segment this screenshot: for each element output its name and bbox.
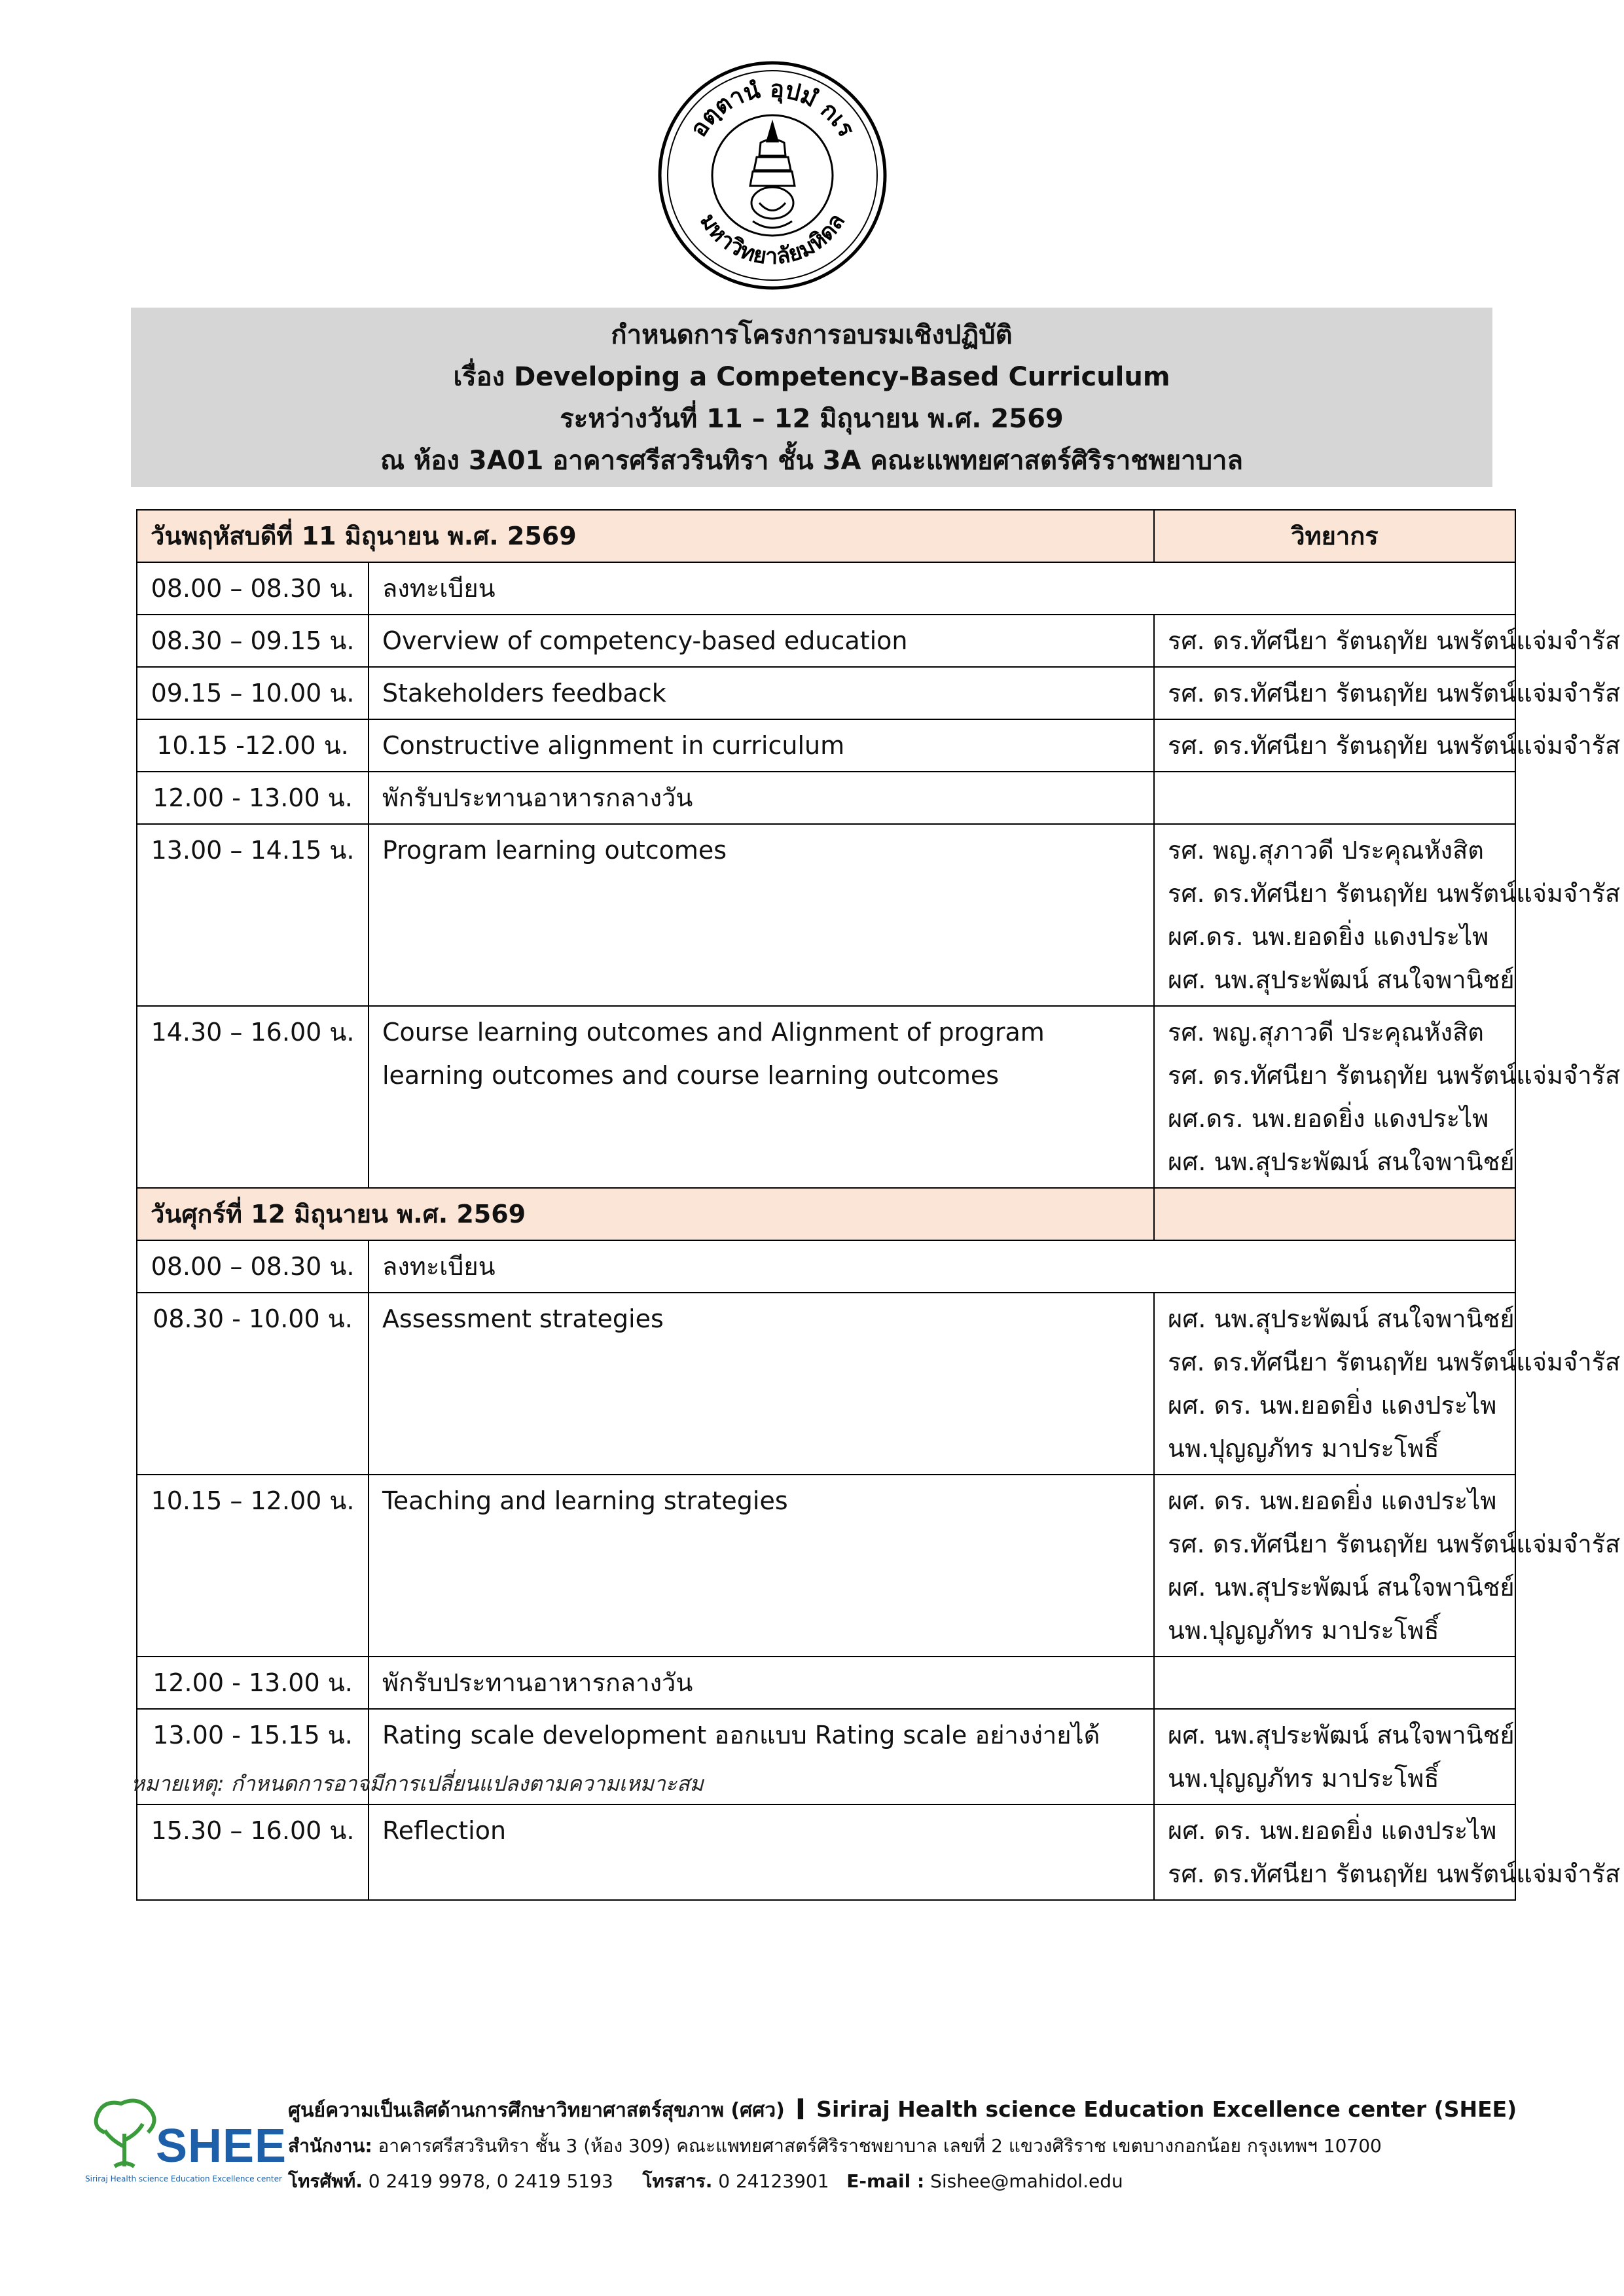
session-topic: Teaching and learning strategies	[369, 1475, 1154, 1657]
session-time: 08.00 – 08.30 น.	[137, 562, 369, 615]
session-time: 09.15 – 10.00 น.	[137, 667, 369, 719]
session-topic: Program learning outcomes	[369, 824, 1154, 1006]
schedule-table	[136, 509, 1621, 1901]
speaker-name: นพ.ปุญญภัทร มาประโพธิ์	[1168, 1434, 1439, 1463]
title-line-3: ระหว่างวันที่ 11 – 12 มิถุนายน พ.ศ. 2569	[560, 404, 1064, 434]
logo-tagline: Siriraj Health science Education Excellence center	[85, 2174, 282, 2183]
speaker-name: รศ. ดร.ทัศนียา รัตนฤทัย นพรัตน์แจ่มจำรัส	[1168, 626, 1621, 655]
session-topic: Rating scale development ออกแบบ Rating scale อย่างง่ายได้	[369, 1709, 1154, 1804]
seal-top-text: อตฺตานํ อุปมํ กเร	[685, 75, 860, 142]
session-time: 14.30 – 16.00 น.	[137, 1006, 369, 1188]
speaker-name: ผศ. ดร. นพ.ยอดยิ่ง แดงประไพ	[1168, 1816, 1497, 1845]
speaker-name: ผศ. ดร. นพ.ยอดยิ่ง แดงประไพ	[1168, 1486, 1497, 1515]
phone-label: โทรศัพท์.	[288, 2170, 363, 2192]
speaker-name: นพ.ปุญญภัทร มาประโพธิ์	[1168, 1764, 1439, 1793]
footer-org-line	[288, 2092, 1517, 2128]
session-time: 10.15 – 12.00 น.	[137, 1475, 369, 1657]
session-time: 12.00 - 13.00 น.	[137, 1657, 369, 1709]
speaker-name: รศ. ดร.ทัศนียา รัตนฤทัย นพรัตน์แจ่มจำรัส	[1168, 1530, 1621, 1558]
day-header-row	[137, 1188, 1515, 1240]
logo-wordmark: SHEE	[156, 2120, 287, 2172]
session-speakers	[1154, 1709, 1515, 1804]
speaker-name: รศ. ดร.ทัศนียา รัตนฤทัย นพรัตน์แจ่มจำรัส	[1168, 731, 1621, 760]
title-line-2: เรื่อง Developing a Competency-Based Curriculum	[453, 362, 1170, 392]
speaker-name: ผศ. นพ.สุประพัฒน์ สนใจพานิชย์	[1168, 1147, 1515, 1176]
schedule-row	[137, 615, 1515, 667]
session-speakers	[1154, 1657, 1515, 1709]
session-time: 13.00 - 15.15 น.	[137, 1709, 369, 1804]
schedule-row	[137, 1006, 1515, 1188]
office-address: อาคารศรีสวรินทิรา ชั้น 3 (ห้อง 309) คณะแพทยศาสตร์ศิริราชพยาบาล เลขที่ 2 แขวงศิริราช เขตบางกอกน้อย กรุงเทพฯ 10700	[378, 2135, 1382, 2157]
session-speakers	[1154, 772, 1515, 824]
title-banner	[131, 308, 1492, 487]
speaker-name: รศ. ดร.ทัศนียา รัตนฤทัย นพรัตน์แจ่มจำรัส	[1168, 1348, 1621, 1376]
session-speakers	[1154, 1804, 1621, 1900]
speaker-name: รศ. ดร.ทัศนียา รัตนฤทัย นพรัตน์แจ่มจำรัส	[1168, 679, 1621, 708]
session-time: 13.00 – 14.15 น.	[137, 824, 369, 1006]
session-speakers	[1154, 1006, 1621, 1188]
session-speakers	[1154, 719, 1621, 772]
session-topic: ลงทะเบียน	[369, 562, 1515, 615]
mahidol-university-seal	[655, 58, 890, 293]
speaker-name: ผศ. นพ.สุประพัฒน์ สนใจพานิชย์	[1168, 965, 1515, 994]
footer-contact-line	[288, 2164, 1517, 2199]
session-topic: ลงทะเบียน	[369, 1240, 1515, 1293]
day-header-row	[137, 510, 1515, 562]
speaker-name: รศ. พญ.สุภาวดี ประคุณหังสิต	[1168, 836, 1484, 865]
session-time: 15.30 – 16.00 น.	[137, 1804, 369, 1900]
speaker-name: นพ.ปุญญภัทร มาประโพธิ์	[1168, 1616, 1439, 1645]
speaker-name: รศ. ดร.ทัศนียา รัตนฤทัย นพรัตน์แจ่มจำรัส	[1168, 879, 1621, 908]
schedule-row	[137, 1804, 1515, 1900]
day-title: วันพฤหัสบดีที่ 11 มิถุนายน พ.ศ. 2569	[137, 510, 1154, 562]
speaker-name: ผศ. นพ.สุประพัฒน์ สนใจพานิชย์	[1168, 1304, 1515, 1333]
org-name-english: Siriraj Health science Education Excellence center (SHEE)	[816, 2096, 1517, 2122]
seal-bottom-text: มหาวิทยาลัยมหิดล	[695, 209, 850, 270]
note: หมายเหตุ: กำหนดการอาจมีการเปลี่ยนแปลงตามความเหมาะสม	[131, 1771, 704, 1796]
email-link[interactable]: Sishee@mahidol.edu	[930, 2170, 1123, 2192]
schedule-row	[137, 1293, 1515, 1475]
session-topic: พักรับประทานอาหารกลางวัน	[369, 772, 1154, 824]
tree-icon	[85, 2094, 164, 2173]
org-separator: I	[795, 2093, 806, 2126]
speaker-name: ผศ.ดร. นพ.ยอดยิ่ง แดงประไพ	[1168, 922, 1489, 951]
session-topic: Reflection	[369, 1804, 1154, 1900]
schedule-row	[137, 1240, 1515, 1293]
speaker-name: ผศ. นพ.สุประพัฒน์ สนใจพานิชย์	[1168, 1573, 1515, 1602]
schedule-row	[137, 824, 1515, 1006]
session-time: 08.30 - 10.00 น.	[137, 1293, 369, 1475]
speaker-name: ผศ. นพ.สุประพัฒน์ สนใจพานิชย์	[1168, 1721, 1515, 1749]
email-label: E-mail :	[846, 2170, 925, 2192]
session-speakers	[1154, 667, 1621, 719]
speaker-name: ผศ.ดร. นพ.ยอดยิ่ง แดงประไพ	[1168, 1104, 1489, 1133]
speaker-name: รศ. ดร.ทัศนียา รัตนฤทัย นพรัตน์แจ่มจำรัส	[1168, 1061, 1621, 1090]
title-line-4: ณ ห้อง 3A01 อาคารศรีสวรินทิรา ชั้น 3A คณะแพทยศาสตร์ศิริราชพยาบาล	[380, 446, 1244, 476]
footer	[85, 2088, 1558, 2206]
session-time: 08.00 – 08.30 น.	[137, 1240, 369, 1293]
session-speakers	[1154, 615, 1621, 667]
session-time: 12.00 - 13.00 น.	[137, 772, 369, 824]
session-topic: Overview of competency-based education	[369, 615, 1154, 667]
session-topic: พักรับประทานอาหารกลางวัน	[369, 1657, 1154, 1709]
speaker-name: ผศ. ดร. นพ.ยอดยิ่ง แดงประไพ	[1168, 1391, 1497, 1420]
org-name-thai: ศูนย์ความเป็นเลิศด้านการศึกษาวิทยาศาสตร์สุขภาพ (ศศว)	[288, 2099, 785, 2122]
speaker-name: รศ. พญ.สุภาวดี ประคุณหังสิต	[1168, 1018, 1484, 1047]
speaker-column-header	[1154, 1188, 1515, 1240]
seal-crown-emblem	[750, 123, 795, 228]
schedule-row	[137, 667, 1515, 719]
footer-office-line	[288, 2128, 1517, 2164]
session-time: 10.15 -12.00 น.	[137, 719, 369, 772]
day-title: วันศุกร์ที่ 12 มิถุนายน พ.ศ. 2569	[137, 1188, 1154, 1240]
session-topic: Assessment strategies	[369, 1293, 1154, 1475]
session-speakers	[1154, 824, 1621, 1006]
session-time: 08.30 – 09.15 น.	[137, 615, 369, 667]
schedule-row	[137, 562, 1515, 615]
fax-number: 0 24123901	[718, 2170, 829, 2192]
session-topic: Course learning outcomes and Alignment of program learning outcomes and course learning outcomes	[369, 1006, 1154, 1188]
phone-number: 0 2419 9978, 0 2419 5193	[368, 2170, 613, 2192]
office-label: สำนักงาน:	[288, 2135, 372, 2157]
speaker-name: รศ. ดร.ทัศนียา รัตนฤทัย นพรัตน์แจ่มจำรัส	[1168, 1859, 1621, 1888]
schedule-row	[137, 1475, 1515, 1657]
speaker-column-header: วิทยากร	[1154, 510, 1515, 562]
schedule-row	[137, 772, 1515, 824]
session-speakers	[1154, 1475, 1621, 1657]
fax-label: โทรสาร.	[642, 2170, 713, 2192]
session-speakers	[1154, 1293, 1621, 1475]
session-topic: Stakeholders feedback	[369, 667, 1154, 719]
schedule-row	[137, 719, 1515, 772]
session-topic: Constructive alignment in curriculum	[369, 719, 1154, 772]
title-line-1: กำหนดการโครงการอบรมเชิงปฏิบัติ	[611, 320, 1013, 350]
schedule-row	[137, 1657, 1515, 1709]
shee-logo	[85, 2088, 287, 2199]
